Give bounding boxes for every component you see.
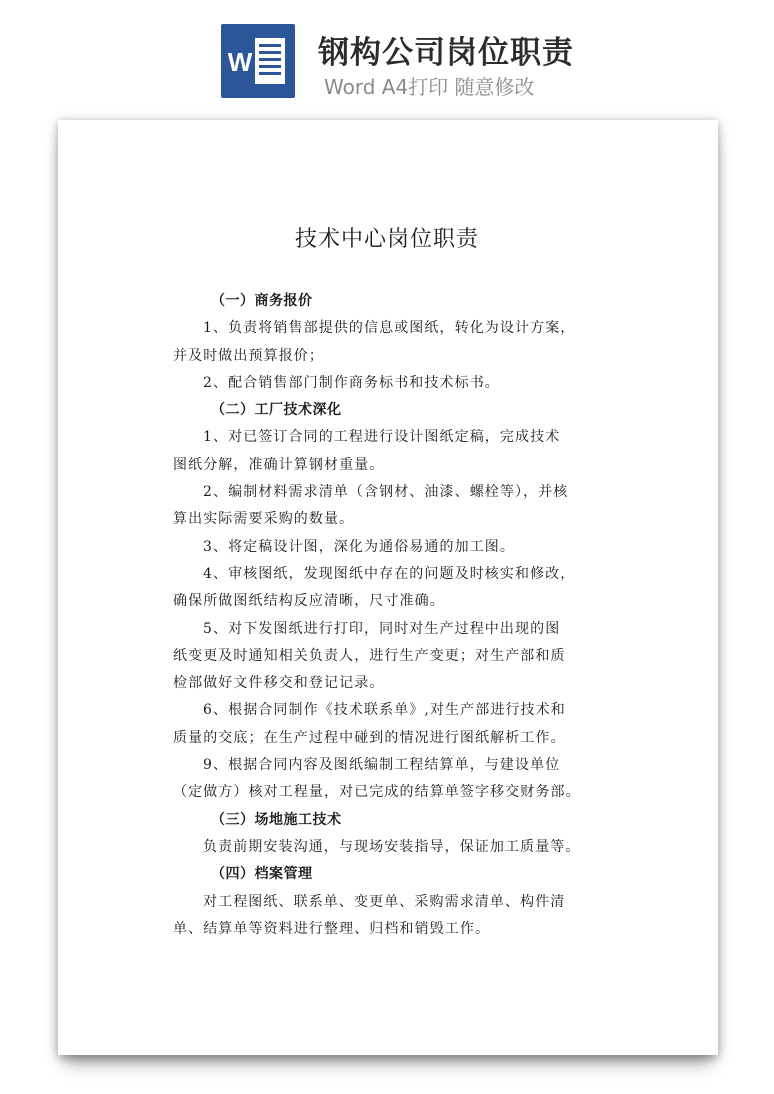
paragraph-line: 5、对下发图纸进行打印，同时对生产过程中出现的图	[203, 620, 561, 637]
paragraph-line: 单、结算单等资料进行整理、归档和销毁工作。	[173, 920, 491, 937]
section-heading: （二）工厂技术深化	[211, 402, 342, 419]
word-icon-letter: W	[227, 47, 253, 77]
paragraph-line: 确保所做图纸结构反应清晰，尺寸准确。	[173, 593, 445, 610]
paragraph-line: 1、对已签订合同的工程进行设计图纸定稿，完成技术	[203, 429, 561, 446]
paragraph-line: 图纸分解，准确计算钢材重量。	[173, 456, 385, 473]
section-heading: （四）档案管理	[211, 866, 313, 883]
paragraph-line: 负责前期安装沟通，与现场安装指导，保证加工质量等。	[203, 838, 581, 855]
paragraph-line: 2、配合销售部门制作商务标书和技术标书。	[203, 374, 500, 391]
paragraph-line: 1、负责将销售部提供的信息或图纸，转化为设计方案，	[203, 320, 576, 337]
document-title: 技术中心岗位职责	[294, 227, 479, 252]
paragraph-line: （定做方）核对工程量，对已完成的结算单签字移交财务部。	[173, 784, 581, 801]
paragraph-line: 6、根据合同制作《技术联系单》,对生产部进行技术和	[203, 702, 566, 719]
paragraph-line: 对工程图纸、联系单、变更单、采购需求清单、构件清	[203, 893, 566, 910]
paragraph-line: 并及时做出预算报价；	[173, 347, 324, 364]
document-body	[173, 288, 603, 943]
paragraph-line: 9、根据合同内容及图纸编制工程结算单，与建设单位	[203, 757, 561, 774]
paragraph-line: 检部做好文件移交和登记记录。	[173, 675, 385, 692]
paragraph-line: 算出实际需要采购的数量。	[173, 511, 355, 528]
header-title: 钢构公司岗位职责	[318, 35, 574, 71]
word-document-icon	[221, 24, 295, 98]
page-header	[0, 0, 774, 110]
section-heading: （一）商务报价	[211, 293, 313, 309]
paragraph-line: 3、将定稿设计图，深化为通俗易通的加工图。	[203, 538, 516, 555]
section-heading: （三）场地施工技术	[211, 811, 342, 828]
paragraph-line: 纸变更及时通知相关负责人，进行生产变更；对生产部和质	[173, 647, 566, 664]
header-subtitle: Word A4打印 随意修改	[324, 75, 535, 99]
paragraph-line: 2、编制材料需求清单（含钢材、油漆、螺栓等），并核	[203, 484, 569, 501]
paragraph-line: 质量的交底；在生产过程中碰到的情况进行图纸解析工作。	[173, 729, 566, 746]
paragraph-line: 4、审核图纸，发现图纸中存在的问题及时核实和修改，	[203, 565, 576, 582]
